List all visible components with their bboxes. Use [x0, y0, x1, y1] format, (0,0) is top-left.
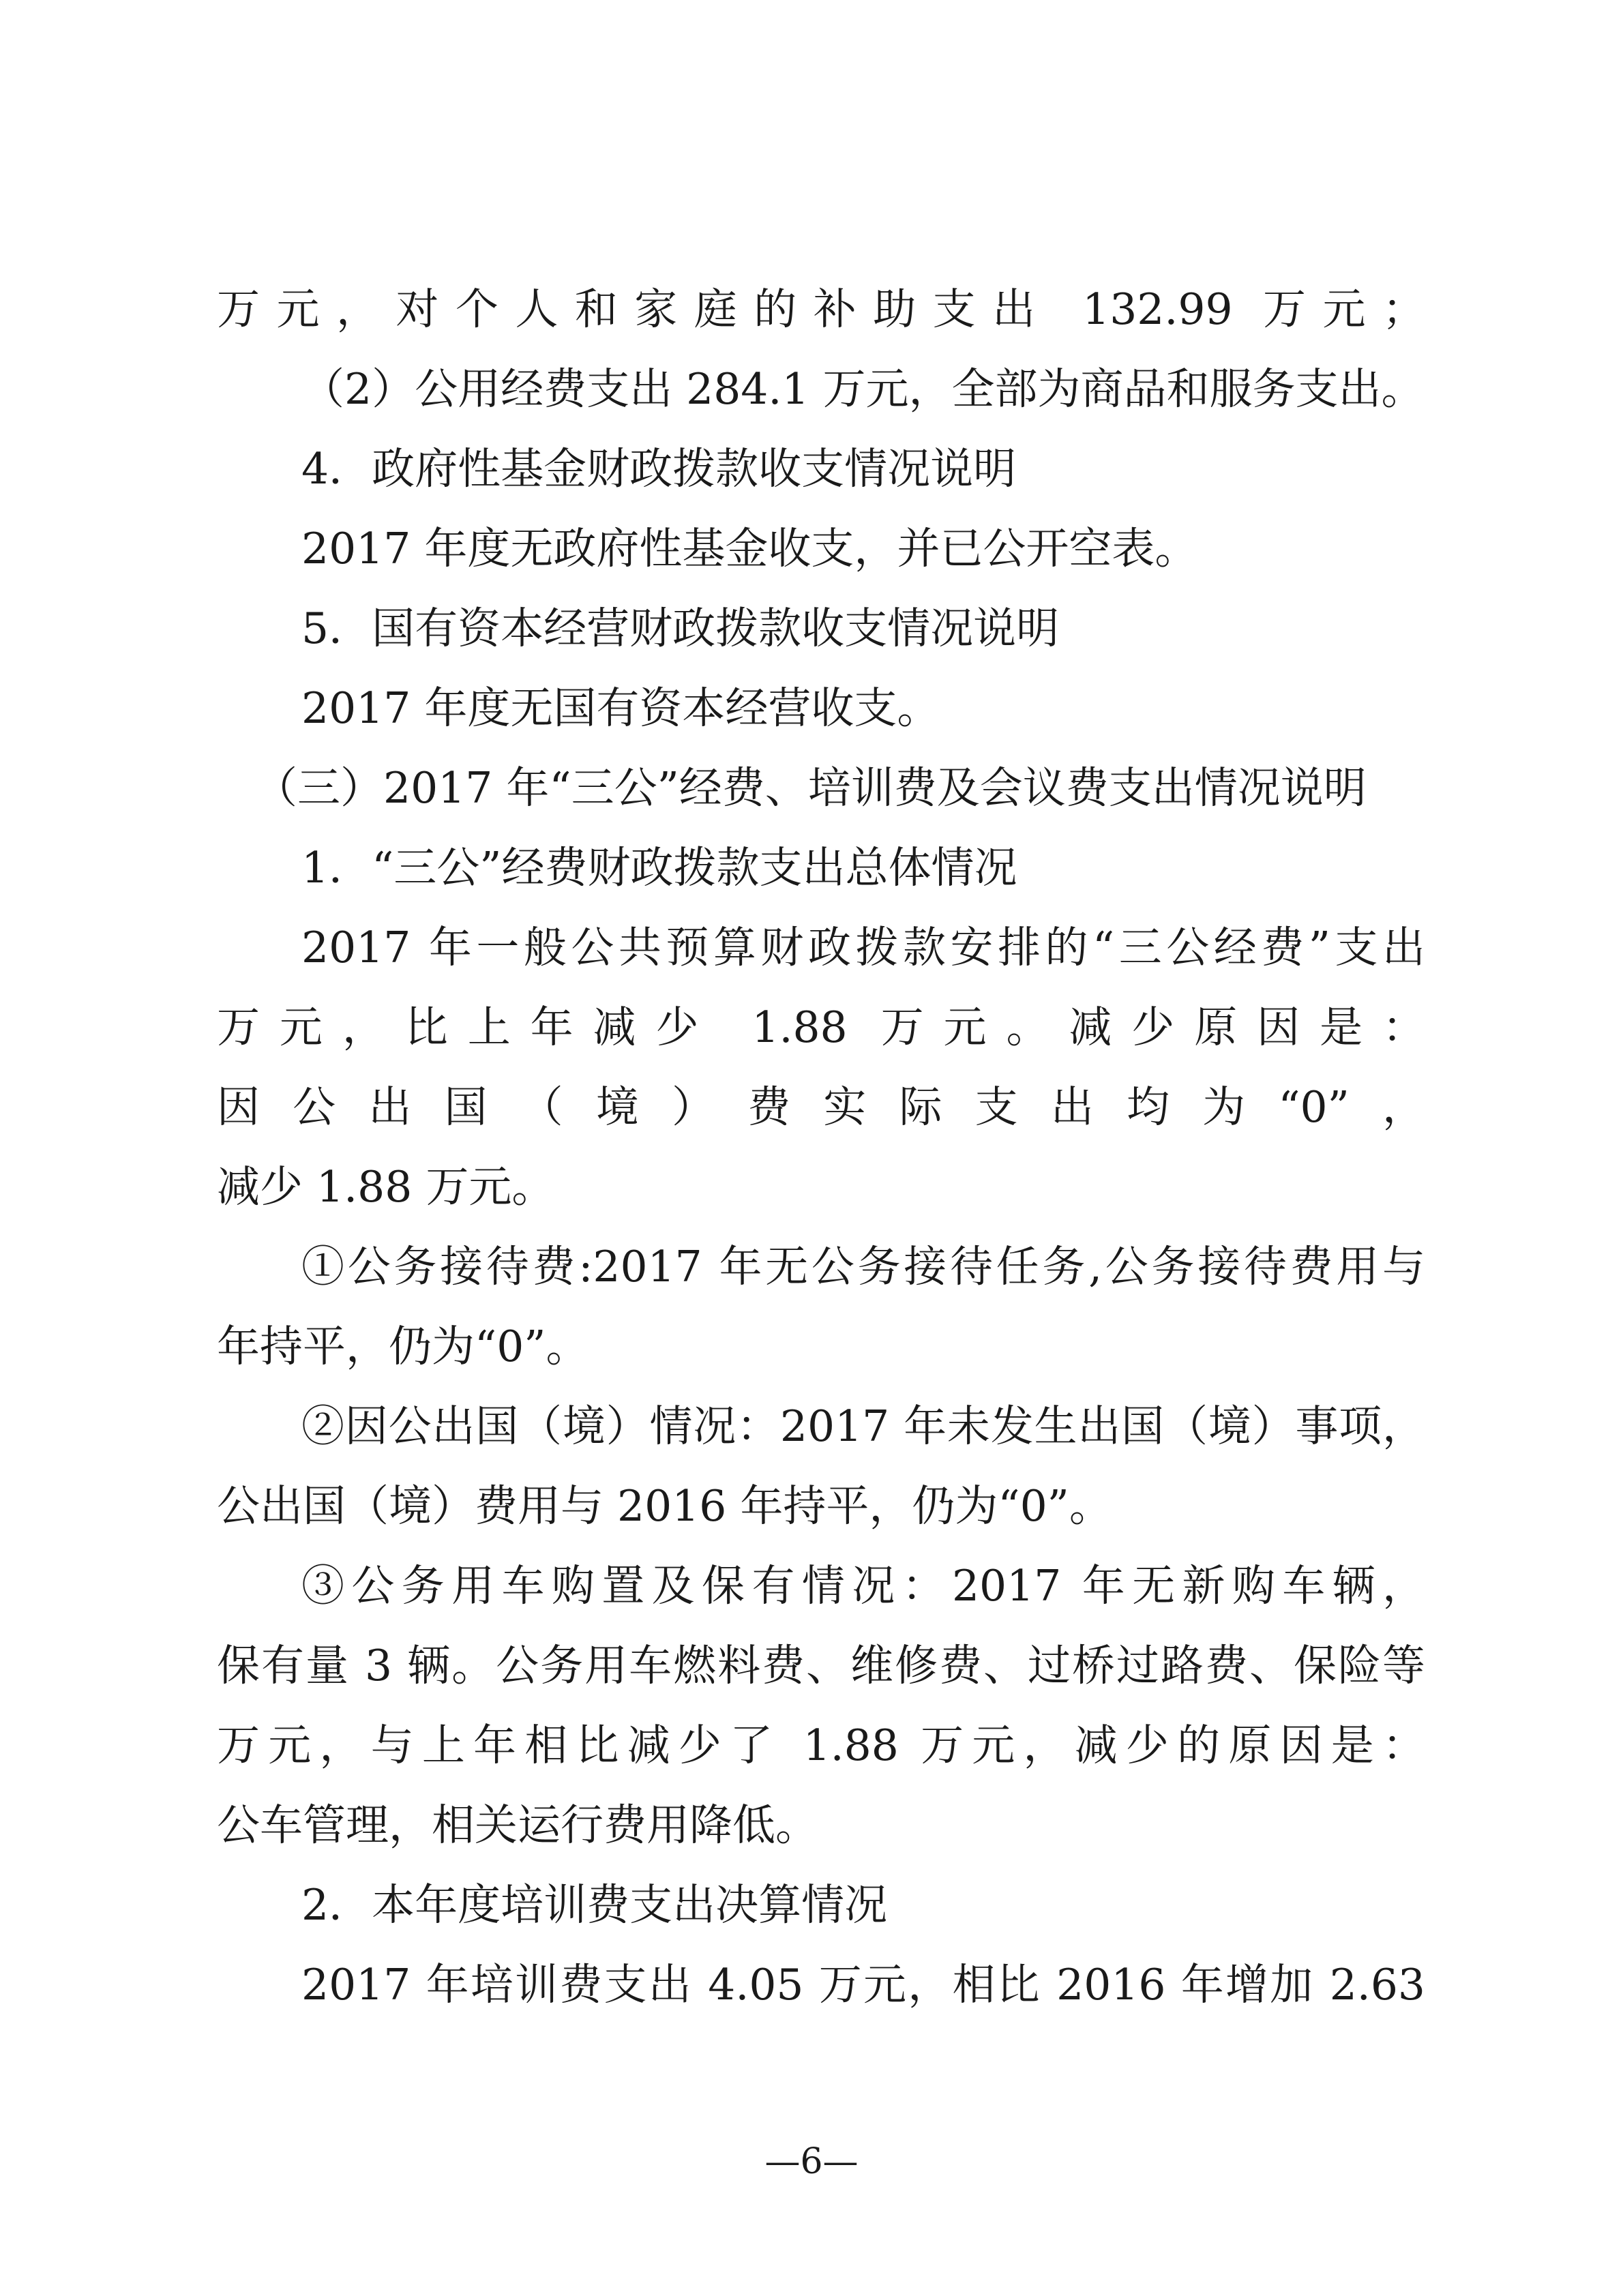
text-line: （2）公用经费支出 284.1 万元，全部为商品和服务支出。 — [301, 364, 1425, 414]
text-line: 万元，比上年减少 1.88 万元。减少原因是： — [217, 1002, 1425, 1052]
section-heading: 1．“三公”经费财政拨款支出总体情况 — [301, 843, 1017, 893]
document-body — [217, 269, 1425, 2025]
section-heading: 2．本年度培训费支出决算情况 — [301, 1880, 888, 1930]
section-heading: 5．国有资本经营财政拨款收支情况说明 — [301, 603, 1060, 653]
text-line: 万元，与上年相比减少了 1.88 万元，减少的原因是： — [217, 1720, 1425, 1770]
text-line: 2017 年培训费支出 4.05 万元，相比 2016 年增加 2.63 — [301, 1960, 1425, 2010]
text-line: 2017 年度无国有资本经营收支。 — [301, 683, 940, 733]
page-number: —6— — [764, 2141, 859, 2182]
text-line: 年持平，仍为“0”。 — [217, 1322, 589, 1371]
section-heading: （三）2017 年“三公”经费、培训费及会议费支出情况说明 — [254, 763, 1367, 813]
text-line: ③公务用车购置及保有情况：2017 年无新购车辆， — [301, 1561, 1425, 1611]
text-line: ①公务接待费:2017 年无公务接待任务,公务接待费用与 — [301, 1242, 1425, 1292]
text-line: ②因公出国（境）情况：2017 年未发生出国（境）事项， — [301, 1401, 1425, 1451]
section-heading: 4．政府性基金财政拨款收支情况说明 — [301, 444, 1017, 494]
text-line: 公出国（境）费用与 2016 年持平，仍为“0”。 — [217, 1481, 1112, 1531]
text-line: 2017 年度无政府性基金收支，并已公开空表。 — [301, 524, 1198, 573]
text-line: 公车管理，相关运行费用降低。 — [217, 1800, 818, 1850]
text-line: 减少 1.88 万元。 — [217, 1162, 555, 1212]
text-line: 万元，对个人和家庭的补助支出 132.99 万元； — [217, 284, 1425, 334]
text-line: 2017 年一般公共预算财政拨款安排的“三公经费”支出 — [301, 923, 1425, 972]
text-line: 保有量 3 辆。公务用车燃料费、维修费、过桥过路费、保险等 — [217, 1641, 1425, 1690]
text-line: 因公出国（境）费实际支出均为“0”， — [217, 1082, 1425, 1132]
